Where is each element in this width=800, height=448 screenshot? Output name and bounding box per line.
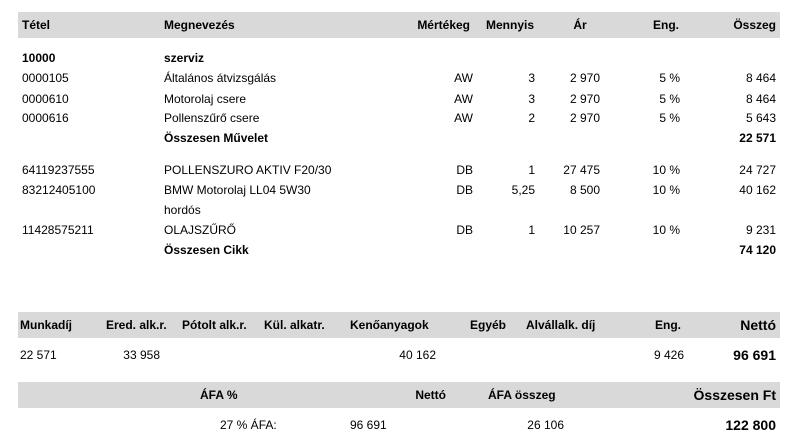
cell-tetel: 64119237555 — [22, 163, 95, 177]
cell-osszeg: 40 162 — [739, 183, 776, 197]
cell-ar: 2 970 — [569, 92, 600, 106]
summary-header-alvallalk: Alvállalk. díj — [526, 318, 596, 332]
cell-ar: 2 970 — [569, 111, 600, 125]
cell-mennyis: 3 — [528, 92, 535, 106]
vat-osszesen-ft: 122 800 — [725, 417, 776, 433]
summary-header-potolt: Pótolt alk.r. — [182, 318, 247, 332]
cell-mertekeg: AW — [454, 111, 473, 125]
cell-osszeg: 9 231 — [745, 223, 776, 237]
subtotal-label: Összesen Cikk — [164, 243, 249, 257]
cell-megnevezes: BMW Motorolaj LL04 5W30 — [164, 183, 311, 197]
summary-eng: 9 426 — [653, 348, 684, 362]
cell-eng: 10 % — [652, 183, 680, 197]
summary-munkadij: 22 571 — [20, 348, 57, 362]
summary-header-eng: Eng. — [655, 318, 681, 332]
cell-tetel: 0000105 — [22, 71, 69, 85]
cell-mertekeg: AW — [454, 92, 473, 106]
cell-tetel: 83212405100 — [22, 183, 96, 197]
cell-mertekeg: AW — [454, 71, 473, 85]
col-header-tetel: Tétel — [22, 18, 51, 32]
cell-osszeg: 5 643 — [745, 111, 776, 125]
summary-header-ered: Ered. alk.r. — [106, 318, 167, 332]
cell-osszeg: 8 464 — [745, 71, 776, 85]
cell-ar: 8 500 — [569, 183, 600, 197]
summary-header-kul: Kül. alkatr. — [264, 318, 325, 332]
col-header-megnevezes: Megnevezés — [164, 18, 235, 32]
cell-megnevezes: Pollenszűrő csere — [164, 111, 260, 125]
vat-afa-osszeg: 26 106 — [527, 418, 564, 432]
cell-ar: 2 970 — [569, 71, 600, 85]
cell-megnevezes: Általános átvizsgálás — [164, 71, 277, 85]
vat-afa-pct: 27 % ÁFA: — [220, 418, 277, 432]
cell-megnevezes: POLLENSZURO AKTIV F20/30 — [164, 163, 332, 177]
cell-megnevezes: OLAJSZŰRŐ — [164, 223, 237, 237]
summary-header-netto: Nettó — [740, 317, 776, 333]
summary-ered: 33 958 — [123, 348, 160, 362]
subtotal-value: 22 571 — [739, 131, 776, 145]
vat-header-netto: Nettó — [415, 388, 446, 402]
cell-mertekeg: DB — [456, 163, 473, 177]
cell-megnevezes: Motorolaj csere — [164, 92, 247, 106]
summary-header-kenoanyagok: Kenőanyagok — [350, 318, 429, 332]
vat-header-afa-pct: ÁFA % — [200, 388, 238, 402]
group-code: 10000 — [22, 51, 56, 65]
summary-kenoanyagok: 40 162 — [399, 348, 436, 362]
cell-megnevezes-continued: hordós — [164, 203, 201, 217]
cell-tetel: 0000610 — [22, 92, 69, 106]
cell-mennyis: 5,25 — [511, 183, 535, 197]
cell-eng: 10 % — [652, 163, 680, 177]
cell-ar: 27 475 — [563, 163, 600, 177]
cell-mennyis: 1 — [528, 163, 535, 177]
cell-eng: 10 % — [652, 223, 680, 237]
vat-header-osszesen-ft: Összesen Ft — [693, 387, 776, 403]
cell-mennyis: 1 — [528, 223, 535, 237]
cell-mertekeg: DB — [456, 223, 473, 237]
cell-ar: 10 257 — [563, 223, 600, 237]
cell-mennyis: 3 — [528, 71, 535, 85]
cell-eng: 5 % — [659, 111, 680, 125]
cell-osszeg: 24 727 — [739, 163, 776, 177]
cell-mertekeg: DB — [456, 183, 473, 197]
cell-mennyis: 2 — [528, 111, 535, 125]
col-header-mennyis: Mennyis — [485, 18, 534, 32]
summary-header-munkadij: Munkadíj — [20, 318, 73, 332]
subtotal-value: 74 120 — [739, 243, 776, 257]
col-header-ar: Ár — [573, 18, 587, 32]
cell-osszeg: 8 464 — [745, 92, 776, 106]
cell-eng: 5 % — [659, 71, 680, 85]
group-name: szerviz — [164, 51, 205, 65]
col-header-eng: Eng. — [653, 18, 679, 32]
cell-tetel: 0000616 — [22, 111, 69, 125]
col-header-osszeg: Összeg — [733, 18, 776, 32]
summary-header-egyeb: Egyéb — [470, 318, 507, 332]
cell-tetel: 11428575211 — [22, 223, 94, 237]
cell-eng: 5 % — [659, 92, 680, 106]
vat-header-afa-osszeg: ÁFA összeg — [488, 388, 556, 402]
col-header-mertekeg: Mértékeg — [417, 18, 470, 32]
vat-netto: 96 691 — [350, 418, 387, 432]
subtotal-label: Összesen Művelet — [164, 131, 269, 145]
summary-netto: 96 691 — [733, 347, 776, 363]
